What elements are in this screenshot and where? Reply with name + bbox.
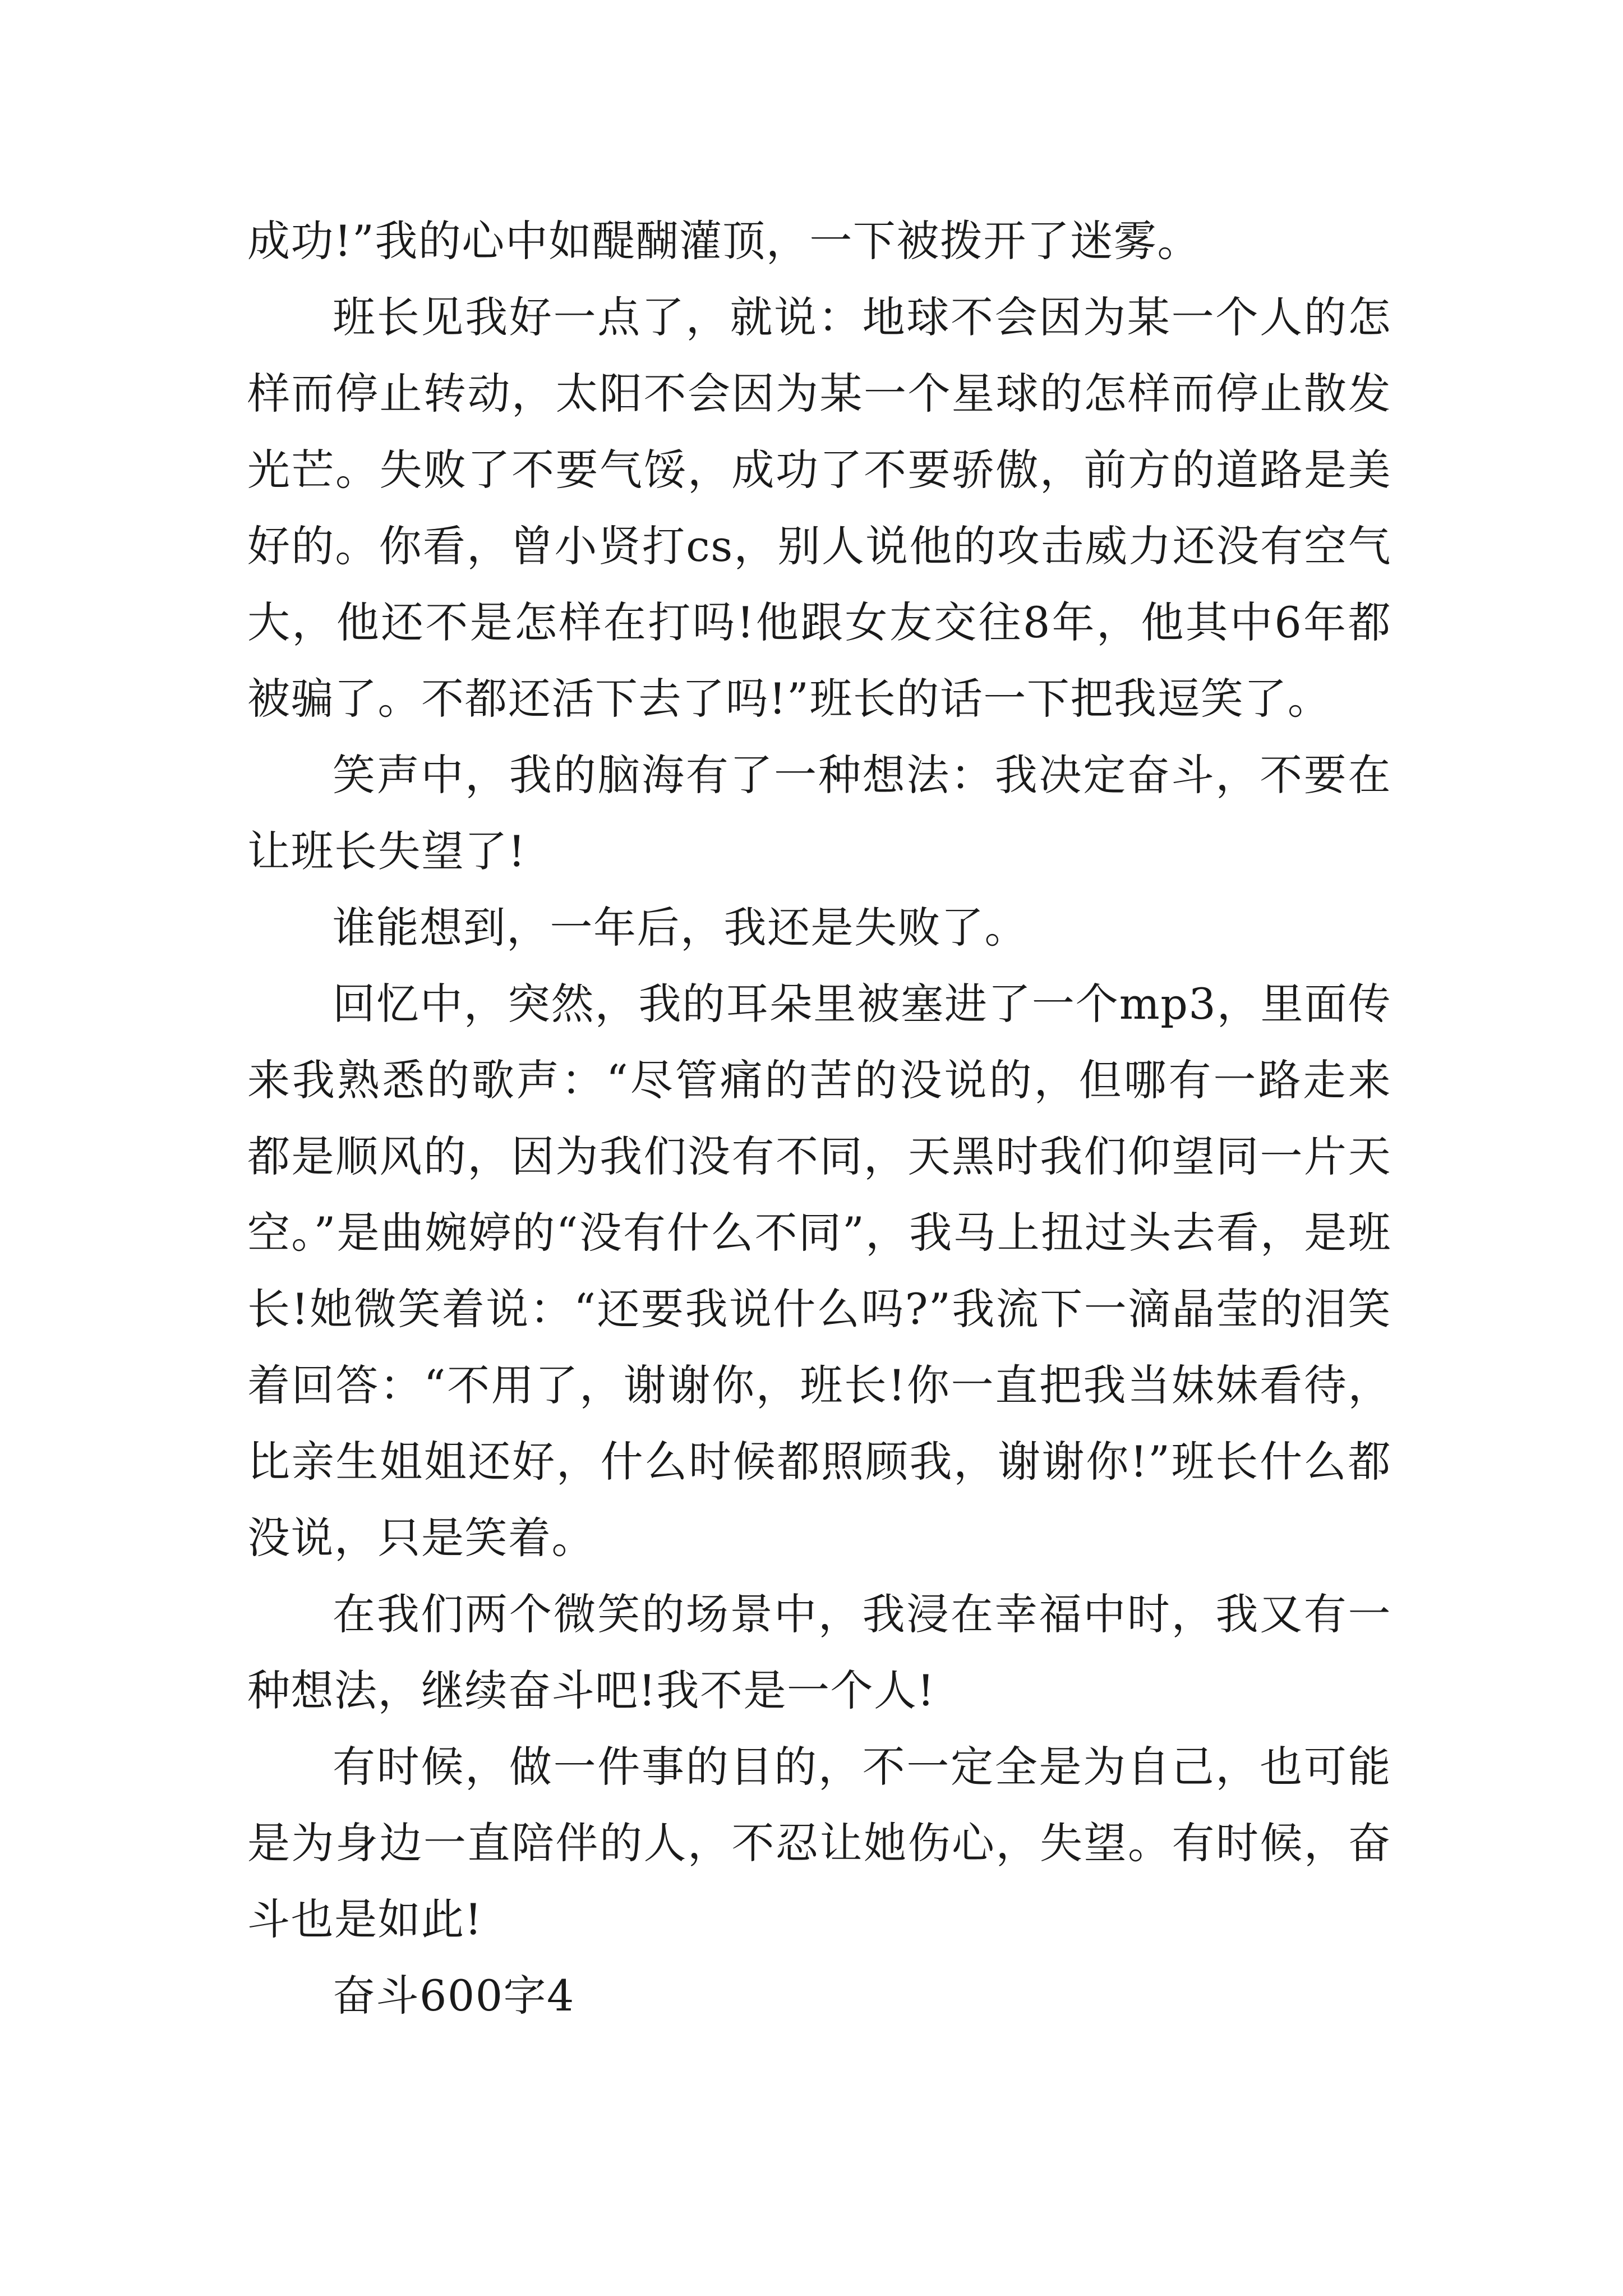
paragraph-1: 成功!”我的心中如醍醐灌顶，一下被拨开了迷雾。 (247, 216, 1201, 266)
paragraph-2: 班长见我好一点了，就说：地球不会因为某一个人的怎样而停止转动，太阳不会因为某一个星球的怎样而停止散发光芒。失败了不要气馁，成功了不要骄傲，前方的道路是美好的。你看，曾小贤打cs，别人说他的攻击威力还没有空气大，他还不是怎样在打吗!他跟女友交往8年，他其中6年都被骗了。不都还活下去了吗!”班长的话一下把我逗笑了。 (247, 292, 1391, 724)
essay-body (247, 203, 1391, 2034)
paragraph-4: 谁能想到，一年后，我还是失败了。 (333, 903, 1028, 953)
paragraph-5: 回忆中，突然，我的耳朵里被塞进了一个mp3，里面传来我熟悉的歌声：“尽管痛的苦的没说的，但哪有一路走来都是顺风的，因为我们没有不同，天黑时我们仰望同一片天空。”是曲婉婷的“没有什么不同”，我马上扭过头去看，是班长!她微笑着说：“还要我说什么吗?”我流下一滴晶莹的泪笑着回答：“不用了，谢谢你，班长!你一直把我当妹妹看待，比亲生姐姐还好，什么时候都照顾我，谢谢你!”班长什么都没说，只是笑着。 (247, 979, 1391, 1563)
section-heading: 奋斗600字4 (333, 1971, 575, 2021)
paragraph-3: 笑声中，我的脑海有了一种想法：我决定奋斗，不要在让班长失望了! (247, 750, 1391, 876)
paragraph-6: 在我们两个微笑的场景中，我浸在幸福中时，我又有一种想法，继续奋斗吧!我不是一个人! (247, 1589, 1391, 1715)
paragraph-7: 有时候，做一件事的目的，不一定全是为自己，也可能是为身边一直陪伴的人，不忍让她伤心，失望。有时候，奋斗也是如此! (247, 1742, 1391, 1944)
